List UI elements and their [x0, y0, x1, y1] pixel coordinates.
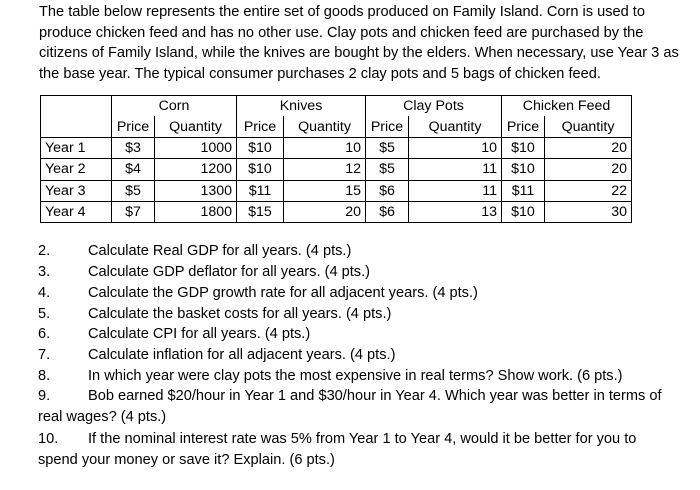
header-price: Price [366, 116, 409, 137]
header-quantity: Quantity [284, 116, 366, 137]
header-price: Price [502, 116, 545, 137]
corn-price: $7 [112, 201, 155, 222]
question-number: 2. [38, 243, 51, 259]
knives-quantity: 15 [284, 180, 366, 201]
question-text: Calculate inflation for all adjacent years. (4 pts.) [88, 347, 396, 363]
chicken-feed-quantity: 30 [545, 201, 632, 222]
corn-quantity: 1200 [155, 159, 237, 180]
table-header-goods [41, 96, 632, 117]
clay-pots-quantity: 13 [409, 201, 502, 222]
header-knives: Knives [237, 96, 366, 117]
clay-pots-quantity: 10 [409, 137, 502, 158]
header-clay-pots: Clay Pots [366, 96, 502, 117]
question-text: Calculate CPI for all years. (4 pts.) [88, 326, 311, 342]
knives-price: $10 [237, 159, 284, 180]
table-header-subcols [41, 116, 632, 137]
corn-price: $5 [112, 180, 155, 201]
header-blank [41, 96, 112, 117]
question-item [38, 386, 678, 428]
table-row [41, 201, 632, 222]
knives-price: $10 [237, 137, 284, 158]
header-corn: Corn [112, 96, 237, 117]
chicken-feed-quantity: 22 [545, 180, 632, 201]
header-quantity: Quantity [409, 116, 502, 137]
header-chicken-feed: Chicken Feed [502, 96, 632, 117]
chicken-feed-price: $10 [502, 137, 545, 158]
question-text: In which year were clay pots the most expensive in real terms? Show work. (6 pts.) [88, 368, 623, 384]
question-text: Calculate the GDP growth rate for all adjacent years. (4 pts.) [88, 285, 478, 301]
knives-price: $15 [237, 201, 284, 222]
chicken-feed-quantity: 20 [545, 137, 632, 158]
clay-pots-quantity: 11 [409, 180, 502, 201]
knives-price: $11 [237, 180, 284, 201]
table-row [41, 180, 632, 201]
corn-quantity: 1000 [155, 137, 237, 158]
question-number: 6. [38, 326, 51, 342]
year-label: Year 3 [41, 180, 112, 201]
question-text: Bob earned $20/hour in Year 1 and $30/hour in Year 4. Which year was better in terms of real wages? (4 pts.) [38, 388, 662, 425]
knives-quantity: 10 [284, 137, 366, 158]
header-blank [41, 116, 112, 137]
question-number: 8. [38, 368, 51, 384]
intro-paragraph: The table below represents the entire set of goods produced on Family Island. Corn is used to produce chicken feed and has no other use. Clay pots and chicken feed are purchased by the citizens of Family Island, while the knives are bought by the elders. When necessary, use Year 3 as the base year. The typical consumer purchases 2 clay pots and 5 bags of chicken feed. [39, 4, 679, 82]
header-quantity: Quantity [545, 116, 632, 137]
question-number: 9. [38, 388, 51, 404]
chicken-feed-quantity: 20 [545, 159, 632, 180]
corn-price: $3 [112, 137, 155, 158]
chicken-feed-price: $11 [502, 180, 545, 201]
clay-pots-price: $6 [366, 201, 409, 222]
question-item [38, 429, 678, 471]
year-label: Year 2 [41, 159, 112, 180]
table-row [41, 159, 632, 180]
corn-price: $4 [112, 159, 155, 180]
header-quantity: Quantity [155, 116, 237, 137]
question-number: 5. [38, 306, 51, 322]
year-label: Year 4 [41, 201, 112, 222]
corn-quantity: 1800 [155, 201, 237, 222]
header-price: Price [237, 116, 284, 137]
clay-pots-price: $6 [366, 180, 409, 201]
question-text: Calculate Real GDP for all years. (4 pts.) [88, 243, 352, 259]
question-number: 3. [38, 264, 51, 280]
clay-pots-quantity: 11 [409, 159, 502, 180]
chicken-feed-price: $10 [502, 201, 545, 222]
knives-quantity: 20 [284, 201, 366, 222]
year-label: Year 1 [41, 137, 112, 158]
knives-quantity: 12 [284, 159, 366, 180]
question-text: Calculate the basket costs for all years. (4 pts.) [88, 306, 392, 322]
clay-pots-price: $5 [366, 137, 409, 158]
chicken-feed-price: $10 [502, 159, 545, 180]
goods-table [40, 95, 632, 223]
header-price: Price [112, 116, 155, 137]
question-number: 7. [38, 347, 51, 363]
question-number: 4. [38, 285, 51, 301]
table-row [41, 137, 632, 158]
question-number: 10. [38, 431, 59, 447]
clay-pots-price: $5 [366, 159, 409, 180]
question-text: If the nominal interest rate was 5% from Year 1 to Year 4, would it be better for you to spend your money or save it? Explain. (6 pts.) [38, 431, 637, 468]
corn-quantity: 1300 [155, 180, 237, 201]
question-text: Calculate GDP deflator for all years. (4 pts.) [88, 264, 370, 280]
